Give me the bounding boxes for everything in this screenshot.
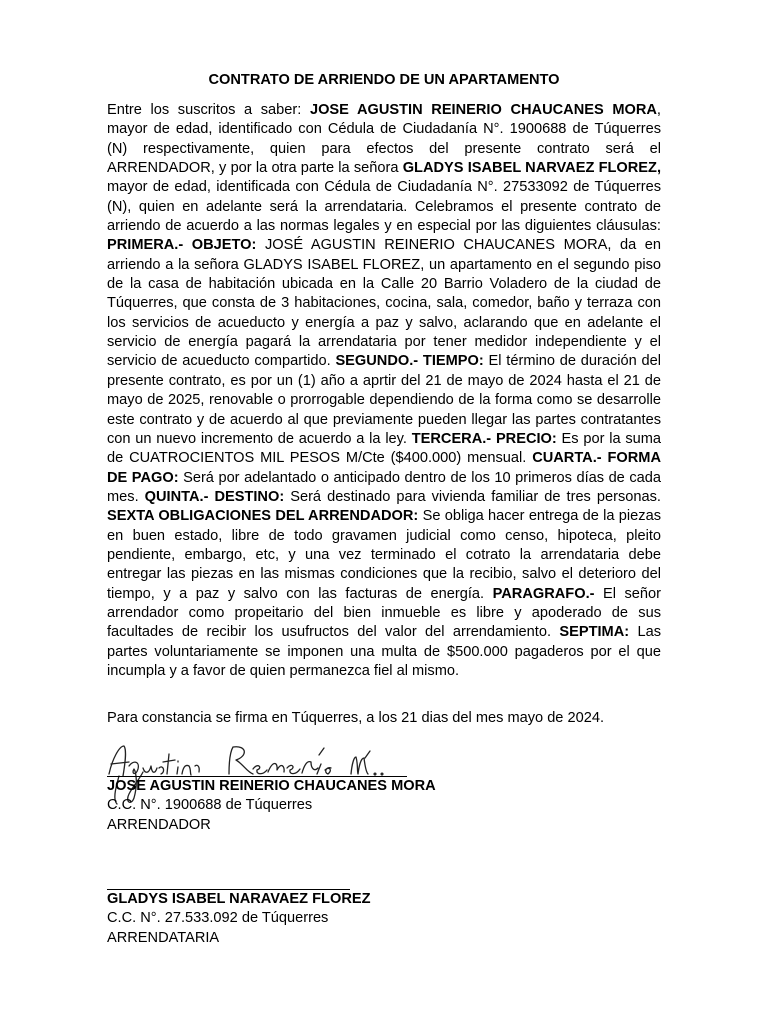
body-text-2: , mayor de edad, identificado con Cédula de Ciudadanía N°. 1900688 de Túquerres (N) respectivamente, quien para efectos del presente contrato será el ARRENDADOR, y por la otra parte la señora xyxy=(107,102,661,177)
clause-sexta-heading: SEXTA OBLIGACIONES DEL ARRENDADOR: xyxy=(107,508,419,525)
body-text-10: El señor arrendador como propeitario del bien inmueble es libre y apoderado de sus facultades de recibir los usufructos del valor del arrendamiento. xyxy=(107,585,661,641)
paragrafo-heading: PARAGRAFO.- xyxy=(492,585,595,602)
document-title: CONTRATO DE ARRIENDO DE UN APARTAMENTO xyxy=(208,72,560,88)
body-text-9: Se obliga hacer entrega de la piezas en buen estado, libre de todo gravamen judicial como censo, hipoteca, pleito pendiente, embargo, etc, y una vez terminado el cotrato la arrendataria debe entregar las piezas en las mismas condiciones que la recibio, salvo el deterioro del tiempo, y a paz y salvo con las facturas de energía. xyxy=(107,508,661,602)
body-text-11: Las partes voluntariamente se imponen una multa de $500.000 pagaderos por el que incumpla y a favor de quien permanezca fiel al mismo. xyxy=(107,624,661,679)
body-text-7: Será por adelantado o anticipado dentro de los 10 primeros días de cada mes. xyxy=(107,469,661,505)
signature-block-arrendataria xyxy=(107,889,527,948)
clause-segundo-heading: SEGUNDO.- TIEMPO: xyxy=(335,353,484,370)
clause-cuarta-heading: CUARTA.- FORMA DE PAGO: xyxy=(107,450,661,486)
signature-block-arrendador xyxy=(107,776,527,835)
closing-statement: Para constancia se firma en Túquerres, a los 21 dias del mes mayo de 2024. xyxy=(107,710,604,726)
clause-tercera-heading: TERCERA.- PRECIO: xyxy=(411,430,557,447)
contract-body xyxy=(107,101,661,681)
clause-septima-heading: SEPTIMA: xyxy=(559,624,630,641)
arrendador-name: JOSE AGUSTIN REINERIO CHAUCANES MORA xyxy=(107,778,436,794)
arrendataria-role: ARRENDATARIA xyxy=(107,929,220,946)
body-text-6: Es por la suma de CUATROCIENTOS MIL PESOS M/Cte ($400.000) mensual. xyxy=(107,430,662,467)
body-text-5: El término de duración del presente contrato, es por un (1) año a aprtir del 21 de mayo de 2024 hasta el 21 de mayo de 2025, renovable o prorrogable dependiendo de la forma como se desarrolle este contrato y de acuerdo al que previamente pueden llegar las partes contratantes con un nuevo incremento de acuerdo a la ley. xyxy=(107,353,661,447)
body-text-4: JOSÉ AGUSTIN REINERIO CHAUCANES MORA, da en arriendo a la señora GLADYS ISABEL FLOREZ, un apartamento en el segundo piso de la casa de habitación ubicada en la Calle 20 Barrio Voladero de la ciudad de Túquerres, que consta de 3 habitaciones, cocina, sala, comedor, baño y terraza con los servicios de acueducto y energía a paz y salvo, aclarando que en adelante el servicio de energía pagará la arrendataria por tener medidor independiente y el servicio de acueducto compartido. xyxy=(107,237,661,370)
body-text-3: mayor de edad, identificada con Cédula de Ciudadanía N°. 27533092 de Túquerres (N), quien en adelante será la arrendataria. Celebramos el presente contrato de arriendo de acuerdo a las normas legales y en especial por las diguientes cláusulas: xyxy=(107,179,661,235)
arrendador-role: ARRENDADOR xyxy=(107,816,211,833)
body-text-8: Será destinado para vivienda familiar de tres personas. xyxy=(284,488,661,505)
arrendataria-id: C.C. N°. 27.533.092 de Túquerres xyxy=(107,910,329,927)
arrendataria-name: GLADYS ISABEL NARAVAEZ FLOREZ xyxy=(107,891,371,907)
arrendador-id: C.C. N°. 1900688 de Túquerres xyxy=(107,797,313,814)
clause-quinta-heading: QUINTA.- DESTINO: xyxy=(144,488,285,505)
body-bold-1: JOSE AGUSTIN REINERIO CHAUCANES MORA xyxy=(309,102,657,118)
body-bold-2: GLADYS ISABEL NARVAEZ FLOREZ, xyxy=(402,160,662,177)
clause-primera-heading: PRIMERA.- OBJETO: xyxy=(107,237,257,254)
body-text-1: Entre los suscritos a saber: xyxy=(107,102,310,118)
